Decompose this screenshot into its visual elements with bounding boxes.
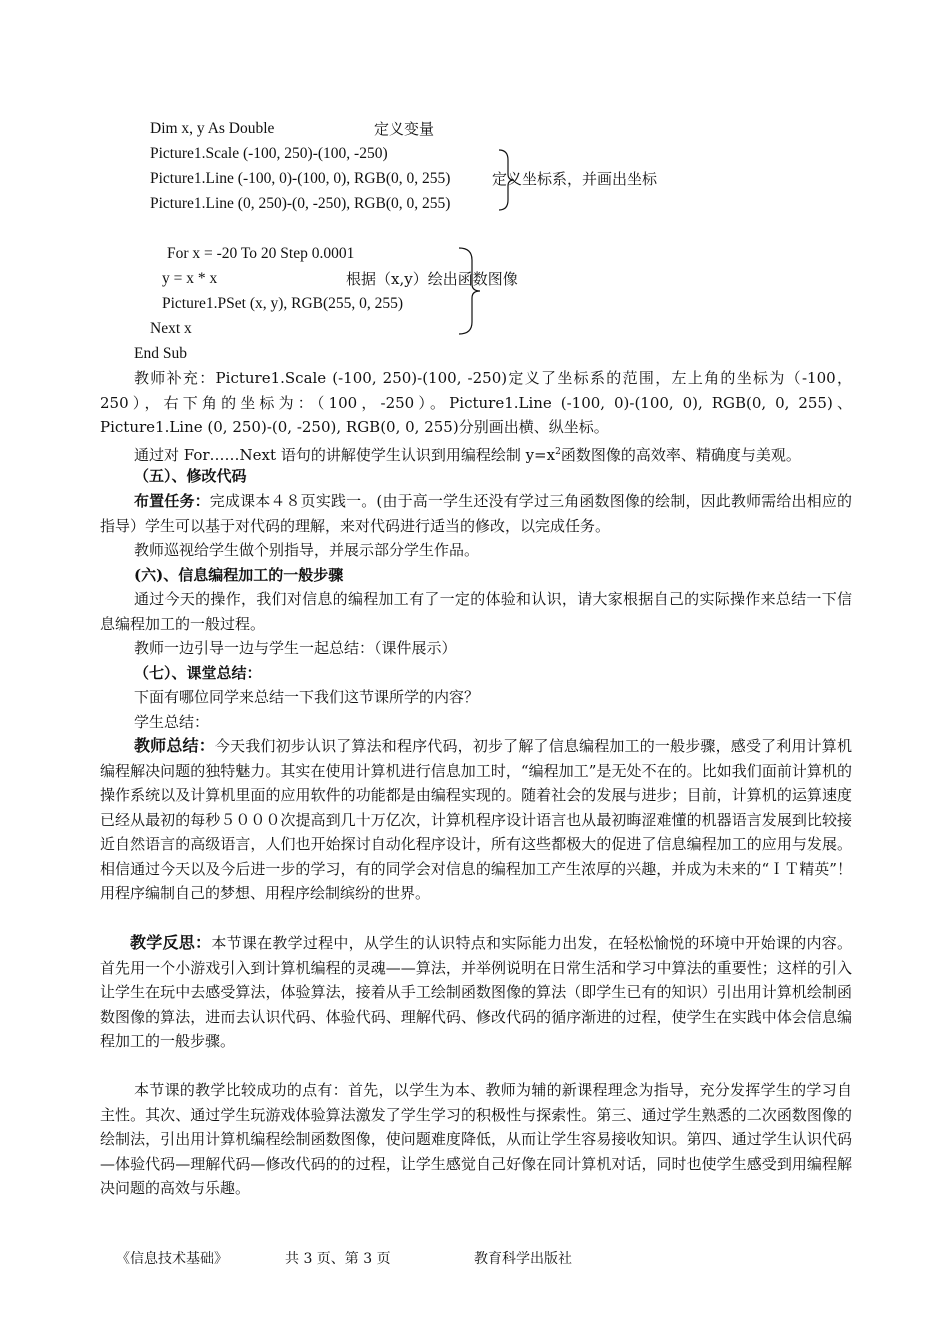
code-line-note: 定义坐标系，并画出坐标 bbox=[492, 170, 658, 188]
right-brace-2 bbox=[456, 246, 482, 336]
code-for: For x = -20 To 20 Step 0.0001 bbox=[167, 245, 355, 262]
tour-paragraph: 教师巡视给学生做个别指导，并展示部分学生作品。 bbox=[134, 541, 480, 559]
guide-paragraph: 教师一边引导一边与学生一起总结：（课件展示） bbox=[134, 639, 457, 657]
code-next: Next x bbox=[150, 320, 192, 337]
code-scale: Picture1.Scale (-100, 250)-(100, -250) bbox=[150, 145, 388, 162]
reflect-text: 本节课在教学过程中，从学生的认识特点和实际能力出发，在轻松愉悦的环境中开始课的内容。首先用一个小游戏引入到计算机编程的灵魂——算法，并举例说明在日常生活和学习中算法的重要性；这样的引入让学生在玩中去感受算法，体验算法，接着从手工绘制函数图像的算法（即学生已有的知识）引出用计算机绘制函数图像的算法，进而去认识代码、体验代码、理解代码、修改代码的循序渐进的过程，使学生在实践中体会信息编程加工的一般步骤。 bbox=[100, 934, 852, 1050]
task-paragraph bbox=[100, 489, 852, 538]
heading-7: （七）、课堂总结： bbox=[134, 664, 262, 682]
code-endsub: End Sub bbox=[134, 345, 187, 362]
code-line1: Picture1.Line (-100, 0)-(100, 0), RGB(0, 0, 255) bbox=[150, 170, 451, 187]
teacher-summary bbox=[100, 734, 852, 906]
fornext-text-b: 函数图像的高效率、精确度与美观。 bbox=[560, 446, 801, 464]
footer-pages: 共 3 页、第 3 页 bbox=[285, 1251, 391, 1267]
code-dim: Dim x, y As Double bbox=[150, 120, 275, 137]
footer-book: 《信息技术基础》 bbox=[116, 1251, 228, 1267]
today-paragraph: 通过今天的操作，我们对信息的编程加工有了一定的体验和认识，请大家根据自己的实际操作来总结一下信息编程加工的一般过程。 bbox=[100, 590, 852, 633]
summary-text: 今天我们初步认识了算法和程序代码，初步了解了信息编程加工的一般步骤，感受了利用计算机编程解决问题的独特魅力。其实在使用计算机进行信息加工时，“编程加工”是无处不在的。比如我们面前计算机的操作系统以及计算机里面的应用软件的功能都是由编程实现的。随着社会的发展与进步；目前，计算机的运算速度已经从最初的每秒５０００次提高到几十万亿次，计算机程序设计语言也从最初晦涩难懂的机器语言发展到比较接近自然语言的高级语言，人们也开始探讨自动化程序设计，所有这些都极大的促进了信息编程加工的应用与发展。相信通过今天以及今后进一步的学习，有的同学会对信息的编程加工产生浓厚的兴趣，并成为未来的“ＩＴ精英”！用程序编制自己的梦想、用程序绘制缤纷的世界。 bbox=[100, 737, 852, 902]
success-paragraph: 本节课的教学比较成功的点有：首先，以学生为本、教师为辅的新课程理念为指导，充分发挥学生的学习自主性。其次、通过学生玩游戏体验算法激发了学生学习的积极性与探索性。第三、通过学生熟悉的二次函数图像的绘制法，引出用计算机编程绘制函数图像，使问题难度降低，从而让学生容易接收知识。第四、通过学生认识代码—体验代码—理解代码—修改代码的的过程，让学生感觉自己好像在同计算机对话，同时也使学生感受到用编程解决问题的高效与乐趣。 bbox=[100, 1081, 852, 1197]
ask-paragraph: 下面有哪位同学来总结一下我们这节课所学的内容？ bbox=[134, 688, 480, 706]
heading-5: （五）、修改代码 bbox=[134, 467, 247, 485]
fornext-text-a: 通过对 For……Next 语句的讲解使学生认识到用编程绘制 y=x bbox=[134, 446, 556, 464]
right-brace-1 bbox=[496, 148, 516, 212]
code-y-note: 根据（x,y）绘出函数图像 bbox=[346, 270, 518, 288]
student-summary: 学生总结： bbox=[134, 713, 210, 731]
fornext-superscript: 2 bbox=[555, 447, 561, 457]
code-pset: Picture1.PSet (x, y), RGB(255, 0, 255) bbox=[162, 295, 404, 312]
code-line2: Picture1.Line (0, 250)-(0, -250), RGB(0, 0, 255) bbox=[150, 195, 451, 212]
heading-6: (六)、信息编程加工的一般步骤 bbox=[134, 566, 344, 584]
code-dim-note: 定义变量 bbox=[374, 120, 435, 138]
summary-label: 教师总结： bbox=[134, 736, 215, 755]
footer-publisher: 教育科学出版社 bbox=[474, 1251, 572, 1267]
teacher-supplement: 教师补充：Picture1.Scale (-100, 250)-(100, -250)定义了坐标系的范围，左上角的坐标为（-100，250），右下角的坐标为：（100，-250）。Picture1.Line (-100, 0)-(100, 0), RGB(0, 0, 255)、Picture1.Line (0, 250)-(0, -250), RGB(0, 0, 255)分别画出横、纵坐标。 bbox=[100, 369, 852, 436]
code-y: y = x * x bbox=[162, 270, 218, 287]
reflect-label: 教学反思： bbox=[130, 933, 212, 952]
task-label: 布置任务： bbox=[134, 492, 210, 510]
reflection bbox=[100, 931, 852, 1054]
task-text: 完成课本４８页实践一。(由于高一学生还没有学过三角函数图像的绘制，因此教师需给出相应的指导）学生可以基于对代码的理解，来对代码进行适当的修改，以完成任务。 bbox=[100, 492, 852, 535]
